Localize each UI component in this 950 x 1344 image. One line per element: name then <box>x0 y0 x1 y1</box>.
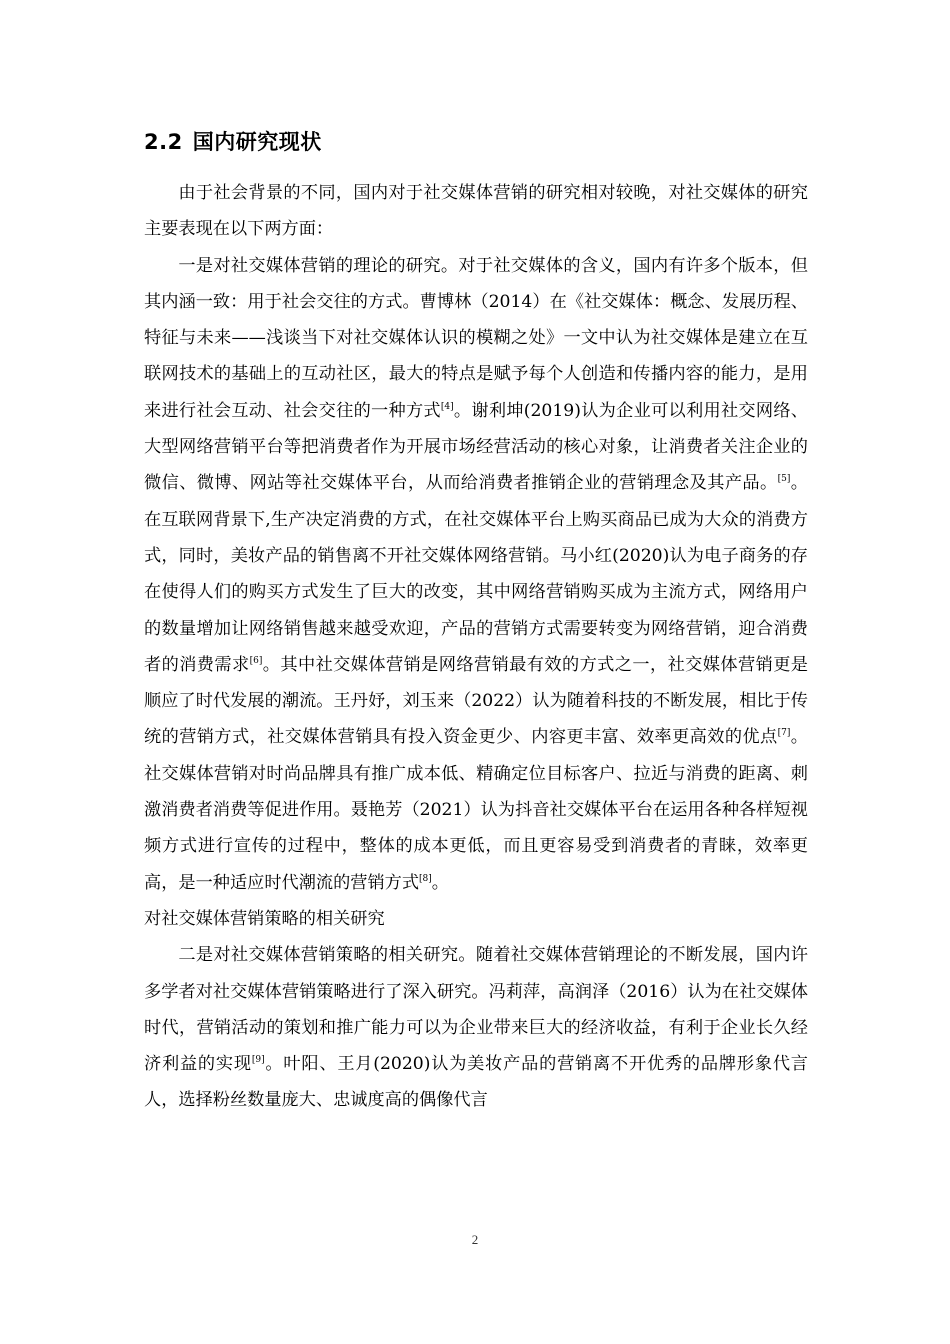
paragraph-theory <box>144 248 808 901</box>
section-number: 2.2 <box>144 130 183 154</box>
text-segment: 。在互联网背景下,生产决定消费的方式，在社交媒体平台上购买商品已成为大众的消费方式，同时，美妆产品的销售离不开社交媒体网络营销。马小红(2020)认为电子商务的存在使得人们的购买方式发生了巨大的改变，其中网络营销购买成为主流方式，网络用户的数量增加让网络销售越来越受欢迎，产品的营销方式需要转变为网络营销，迎合消费者的消费需求 <box>144 473 808 675</box>
section-title: 国内研究现状 <box>192 130 322 154</box>
citation-6: [6] <box>249 655 263 666</box>
text-segment: 。叶阳、王月(2020)认为美妆产品的营销离不开优秀的品牌形象代言人，选择粉丝数量庞大、忠诚度高的偶像代言 <box>144 1054 808 1111</box>
subheading: 对社交媒体营销策略的相关研究 <box>144 908 385 929</box>
text-segment: 。社交媒体营销对时尚品牌具有推广成本低、精确定位目标客户、拉近与消费的距离、刺激消费者消费等促进作用。聂艳芳（2021）认为抖音社交媒体平台在运用各种各样短视频方式进行宣传的过程中，整体的成本更低，而且更容易受到消费者的青睐，效率更高，是一种适应时代潮流的营销方式 <box>144 727 808 893</box>
text-segment: 一是对社交媒体营销的理论的研究。对于社交媒体的含义，国内有许多个版本，但其内涵一致：用于社会交往的方式。曹博林（2014）在《社交媒体：概念、发展历程、特征与未来——浅谈当下对社交媒体认识的模糊之处》一文中认为社交媒体是建立在互联网技术的基础上的互动社区，最大的特点是赋予每个人创造和传播内容的能力，是用来进行社会互动、社会交往的一种方式 <box>144 255 808 421</box>
section-heading <box>144 124 322 160</box>
paragraph-strategy <box>144 937 808 1118</box>
page-number: 2 <box>471 1232 479 1247</box>
citation-7: [7] <box>777 728 791 739</box>
text-segment: 二是对社交媒体营销策略的相关研究。随着社交媒体营销理论的不断发展，国内许多学者对社交媒体营销策略进行了深入研究。冯莉萍，高润泽（2016）认为在社交媒体时代，营销活动的策划和推广能力可以为企业带来巨大的经济收益，有利于企业长久经济利益的实现 <box>144 945 808 1075</box>
body-text <box>144 175 808 1119</box>
text-segment: 。谢利坤(2019)认为企业可以利用社交网络、大型网络营销平台等把消费者作为开展市场经营活动的核心对象，让消费者关注企业的微信、微博、网站等社交媒体平台，从而给消费者推销企业的营销理念及其产品。 <box>144 400 808 494</box>
citation-8: [8] <box>419 873 432 884</box>
paragraph-intro: 由于社会背景的不同，国内对于社交媒体营销的研究相对较晚，对社交媒体的研究主要表现在以下两方面： <box>144 183 808 240</box>
citation-9: [9] <box>251 1054 265 1065</box>
citation-4: [4] <box>440 401 454 412</box>
citation-5: [5] <box>777 474 791 485</box>
text-segment: 。其中社交媒体营销是网络营销最有效的方式之一，社交媒体营销更是顺应了时代发展的潮流。王丹妤，刘玉来（2022）认为随着科技的不断发展，相比于传统的营销方式，社交媒体营销具有投入资金更少、内容更丰富、效率更高效的优点 <box>144 654 808 748</box>
text-segment: 。 <box>431 872 449 893</box>
